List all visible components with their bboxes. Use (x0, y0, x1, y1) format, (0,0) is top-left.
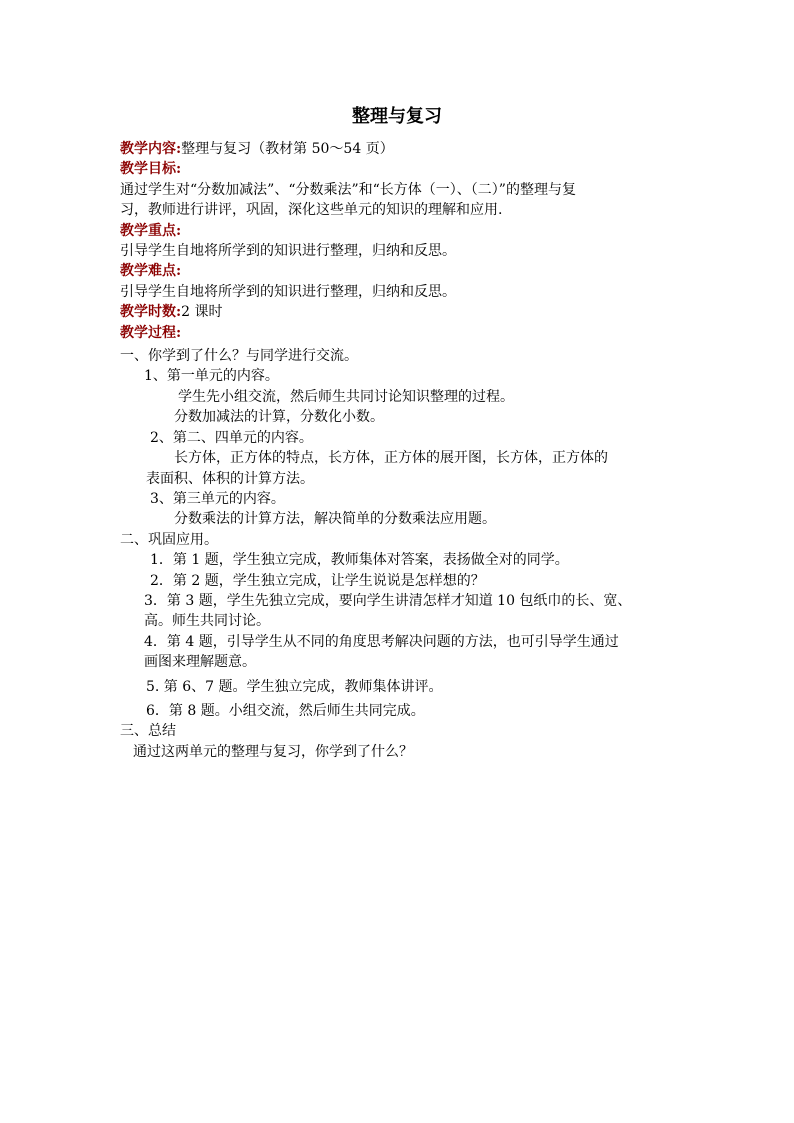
teaching-content-label: 教学内容: (120, 141, 182, 157)
teaching-difficulty-text: 引导学生自地将所学到的知识进行整理，归纳和反思。 (120, 283, 456, 300)
document-body (120, 139, 680, 762)
teaching-key-label-row (120, 221, 680, 241)
section1-item3: 3、第三单元的内容。 (150, 490, 285, 507)
teaching-process-label-row (120, 323, 680, 343)
section3-text: 通过这两单元的整理与复习，你学到了什么？ (133, 743, 413, 760)
teaching-goal-line2: 习，教师进行讲评，巩固，深化这些单元的知识的理解和应用. (120, 202, 503, 219)
section2-heading: 二、巩固应用。 (120, 531, 218, 548)
teaching-content-row (120, 139, 680, 159)
section1-item2: 2、第二、四单元的内容。 (150, 429, 313, 446)
section1-item3-a: 分数乘法的计算方法，解决简单的分数乘法应用题。 (174, 511, 496, 528)
section2-q2: 2．第 2 题，学生独立完成，让学生说说是怎样想的？ (150, 572, 485, 589)
teaching-hours-label: 教学时数: (120, 304, 182, 321)
teaching-hours-row (120, 302, 680, 322)
section2-q4-line2: 画图来理解题意。 (144, 654, 256, 671)
section2-q1: 1．第 1 题，学生独立完成，教师集体对答案，表扬做全对的同学。 (150, 552, 569, 569)
teaching-difficulty-label: 教学难点: (120, 263, 182, 280)
section2-q6: 6．第 8 题。小组交流，然后师生共同完成。 (146, 702, 425, 719)
teaching-goal-label: 教学目标: (120, 161, 182, 178)
section1-item1-a: 学生先小组交流，然后师生共同讨论知识整理的过程。 (178, 388, 514, 405)
section1-item1-b: 分数加减法的计算，分数化小数。 (174, 409, 384, 426)
section2-q5: 5. 第 6、7 题。学生独立完成，教师集体讲评。 (146, 678, 443, 695)
teaching-goal-label-row (120, 159, 680, 179)
section2-q3-line2: 高。师生共同讨论。 (144, 613, 270, 630)
teaching-hours-text: 2 课时 (181, 304, 223, 321)
teaching-process-label: 教学过程: (120, 324, 182, 341)
teaching-goal-line1: 通过学生对“分数加减法”、“分数乘法”和“长方体（一）、（二）”的整理与复 (120, 181, 576, 198)
page-title: 整理与复习 (352, 106, 442, 127)
section1-item1: 1、第一单元的内容。 (144, 368, 279, 385)
section3-heading: 三、总结 (120, 723, 176, 740)
section1-item2-a1: 长方体，正方体的特点，长方体，正方体的展开图，长方体，正方体的 (174, 450, 608, 467)
teaching-key-label: 教学重点: (120, 222, 182, 239)
teaching-key-text: 引导学生自地将所学到的知识进行整理，归纳和反思。 (120, 243, 456, 260)
teaching-difficulty-label-row (120, 261, 680, 281)
section1-heading: 一、你学到了什么？与同学进行交流。 (120, 348, 358, 365)
section1-item2-a2: 表面积、体积的计算方法。 (146, 470, 314, 487)
section2-q3-line1: 3．第 3 题，学生先独立完成，要向学生讲清怎样才知道 10 包纸巾的长、宽、 (144, 592, 632, 609)
teaching-content-text: 整理与复习（教材第 50～54 页） (181, 141, 394, 157)
section2-q4-line1: 4．第 4 题，引导学生从不同的角度思考解决问题的方法，也可引导学生通过 (144, 633, 619, 650)
